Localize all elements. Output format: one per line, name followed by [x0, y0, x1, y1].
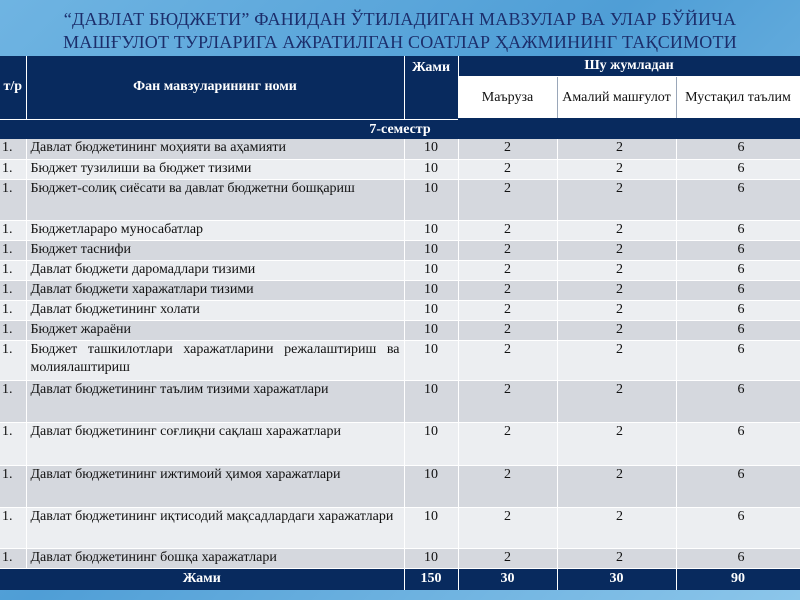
row-independent: 6 [676, 179, 800, 220]
row-practical: 2 [557, 300, 676, 320]
row-number: 1. [0, 465, 26, 507]
row-lecture: 2 [458, 507, 557, 548]
row-total: 10 [404, 340, 458, 380]
row-lecture: 2 [458, 240, 557, 260]
row-practical: 2 [557, 340, 676, 380]
row-number: 1. [0, 422, 26, 465]
header-num: т/р [0, 56, 26, 119]
header-total: Жами [404, 56, 458, 119]
table-footer [0, 568, 800, 590]
row-independent: 6 [676, 320, 800, 340]
row-total: 10 [404, 507, 458, 548]
row-independent: 6 [676, 507, 800, 548]
table-body [0, 119, 800, 568]
row-number: 1. [0, 159, 26, 179]
row-total: 10 [404, 422, 458, 465]
hours-table [0, 56, 800, 590]
table-row [0, 280, 800, 300]
table-row [0, 507, 800, 548]
header-independent: Мустақил таълим [676, 76, 800, 119]
row-topic: Давлат бюджети даромадлари тизими [26, 260, 404, 280]
page-title [0, 8, 800, 54]
row-topic: Бюджет таснифи [26, 240, 404, 260]
totals-label: Жами [0, 568, 404, 590]
row-independent: 6 [676, 300, 800, 320]
header-practical: Амалий машғулот [557, 76, 676, 119]
row-independent: 6 [676, 280, 800, 300]
row-independent: 6 [676, 380, 800, 422]
row-topic: Бюджет тузилиши ва бюджет тизими [26, 159, 404, 179]
table-header [0, 56, 800, 119]
table-row [0, 320, 800, 340]
row-practical: 2 [557, 280, 676, 300]
table-row [0, 548, 800, 568]
row-number: 1. [0, 240, 26, 260]
row-total: 10 [404, 280, 458, 300]
row-number: 1. [0, 340, 26, 380]
row-lecture: 2 [458, 220, 557, 240]
table-row [0, 300, 800, 320]
table-row [0, 260, 800, 280]
row-topic: Давлат бюджетининг бошқа харажатлари [26, 548, 404, 568]
row-number: 1. [0, 548, 26, 568]
row-practical: 2 [557, 380, 676, 422]
table-row [0, 179, 800, 220]
row-lecture: 2 [458, 548, 557, 568]
row-lecture: 2 [458, 300, 557, 320]
row-number: 1. [0, 380, 26, 422]
table-row [0, 159, 800, 179]
row-topic: Давлат бюджетининг ижтимоий ҳимоя харажатлари [26, 465, 404, 507]
totals-practical: 30 [557, 568, 676, 590]
totals-independent: 90 [676, 568, 800, 590]
row-number: 1. [0, 220, 26, 240]
row-independent: 6 [676, 240, 800, 260]
table-row [0, 139, 800, 159]
row-total: 10 [404, 465, 458, 507]
row-number: 1. [0, 320, 26, 340]
totals-row [0, 568, 800, 590]
row-lecture: 2 [458, 320, 557, 340]
row-topic: Бюджетлараро муносабатлар [26, 220, 404, 240]
row-number: 1. [0, 507, 26, 548]
row-topic: Давлат бюджетининг соғлиқни сақлаш харажатлари [26, 422, 404, 465]
row-independent: 6 [676, 139, 800, 159]
row-practical: 2 [557, 179, 676, 220]
semester-row [0, 119, 800, 139]
row-number: 1. [0, 139, 26, 159]
row-total: 10 [404, 300, 458, 320]
table-row [0, 220, 800, 240]
row-independent: 6 [676, 260, 800, 280]
row-topic: Бюджет жараёни [26, 320, 404, 340]
row-lecture: 2 [458, 139, 557, 159]
row-independent: 6 [676, 548, 800, 568]
row-number: 1. [0, 260, 26, 280]
row-practical: 2 [557, 139, 676, 159]
row-practical: 2 [557, 548, 676, 568]
row-total: 10 [404, 260, 458, 280]
header-topic: Фан мавзуларининг номи [26, 56, 404, 119]
row-independent: 6 [676, 159, 800, 179]
row-practical: 2 [557, 465, 676, 507]
table-row [0, 240, 800, 260]
row-topic: Давлат бюджетининг холати [26, 300, 404, 320]
totals-total: 150 [404, 568, 458, 590]
title-line-1: “ДАВЛАТ БЮДЖЕТИ” ФАНИДАН ЎТИЛАДИГАН МАВЗУЛАР ВА УЛАР БЎЙИЧА [63, 9, 737, 29]
table-row [0, 422, 800, 465]
header-lecture: Маъруза [458, 76, 557, 119]
row-total: 10 [404, 240, 458, 260]
row-total: 10 [404, 320, 458, 340]
row-lecture: 2 [458, 422, 557, 465]
semester-label: 7-семестр [0, 119, 800, 139]
row-independent: 6 [676, 422, 800, 465]
row-topic: Давлат бюджетининг иқтисодий мақсадлардаги харажатлари [26, 507, 404, 548]
row-topic: Бюджет-солиқ сиёсати ва давлат бюджетни бошқариш [26, 179, 404, 220]
row-independent: 6 [676, 220, 800, 240]
title-line-2: МАШҒУЛОТ ТУРЛАРИГА АЖРАТИЛГАН СОАТЛАР ҲАЖМИНИНГ ТАҚСИМОТИ [63, 32, 737, 52]
table-row [0, 340, 800, 380]
row-total: 10 [404, 220, 458, 240]
row-number: 1. [0, 300, 26, 320]
row-total: 10 [404, 179, 458, 220]
row-practical: 2 [557, 240, 676, 260]
row-total: 10 [404, 380, 458, 422]
row-practical: 2 [557, 260, 676, 280]
table-row [0, 380, 800, 422]
row-practical: 2 [557, 159, 676, 179]
row-lecture: 2 [458, 260, 557, 280]
row-number: 1. [0, 179, 26, 220]
row-number: 1. [0, 280, 26, 300]
row-lecture: 2 [458, 340, 557, 380]
totals-lecture: 30 [458, 568, 557, 590]
row-independent: 6 [676, 340, 800, 380]
row-practical: 2 [557, 320, 676, 340]
row-lecture: 2 [458, 179, 557, 220]
row-topic: Давлат бюджети харажатлари тизими [26, 280, 404, 300]
row-lecture: 2 [458, 380, 557, 422]
row-total: 10 [404, 548, 458, 568]
row-total: 10 [404, 159, 458, 179]
row-topic: Давлат бюджетининг моҳияти ва аҳамияти [26, 139, 404, 159]
row-lecture: 2 [458, 280, 557, 300]
row-topic: Давлат бюджетининг таълим тизими харажатлари [26, 380, 404, 422]
row-practical: 2 [557, 507, 676, 548]
row-independent: 6 [676, 465, 800, 507]
row-total: 10 [404, 139, 458, 159]
table-row [0, 465, 800, 507]
row-lecture: 2 [458, 159, 557, 179]
row-practical: 2 [557, 422, 676, 465]
header-group: Шу жумладан [458, 56, 800, 76]
row-practical: 2 [557, 220, 676, 240]
row-topic: Бюджет ташкилотлари харажатларини режалаштириш ва молиялаштириш [26, 340, 404, 380]
row-lecture: 2 [458, 465, 557, 507]
